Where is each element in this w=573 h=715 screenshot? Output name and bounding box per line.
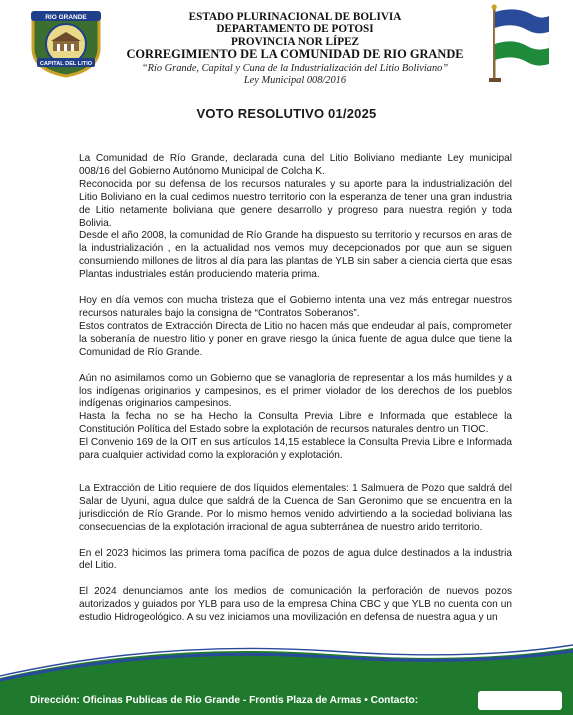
paragraph: En el 2023 hicimos las primera toma pacífica de pozos de agua dulce destinados a la industria del Litio.	[79, 547, 512, 572]
paragraph: Hoy en día vemos con mucha tristeza que el Gobierno intenta una vez más entregar nuestros recursos naturales bajo la consigna de “Contratos Soberanos”.	[79, 295, 512, 319]
paragraph: La Extracción de Litio requiere de dos líquidos elementales: 1 Salmuera de Pozo que saldrá del Salar de Uyuni, agua dulce que saldrá de la Cuenca de San Geronimo que se encuentra en la jurisdicción de Río Grande. Por lo mismo hemos venido advirtiendo a la sociedad boliviana las consecuencias de la explotación irracional de agua subterránea de nuestro arido territorio.	[79, 482, 512, 533]
document-title: VOTO RESOLUTIVO 01/2025	[196, 106, 377, 121]
department-name: DEPARTAMENTO DE POTOSI	[216, 23, 374, 36]
footer-decoration	[0, 636, 573, 696]
paragraph: Desde el año 2008, la comunidad de Río Grande ha dispuesto su territorio y recursos en aras de la industrialización , en la actualidad nos vemos muy decepcionados por que aun se siguen consumiendo millones de litros al día para las plantas de YLB sin saber a ciencia cierta que esas Plantas industriales están produciendo materia prima.	[79, 230, 512, 281]
letterhead-text	[110, 11, 480, 87]
province-name: PROVINCIA NOR LÍPEZ	[230, 35, 360, 48]
paragraph: Reconocida por su defensa de los recursos naturales y su aporte para la industrialización del Litio Boliviano en la cual cedimos nuestro territorio con la esperanza de tener una gran industria de Litio netamente boliviana que genere desarrollo y progreso para nuestra región y toda Bolivia.	[79, 178, 512, 229]
footer-bar	[0, 688, 573, 715]
seal-logo	[27, 8, 105, 78]
paragraph: Hasta la fecha no se ha Hecho la Consulta Previa Libre e Informada que establece la Constitución Política del Estado sobre la explotación de recursos naturales dentro un TIOC.	[79, 411, 512, 436]
paragraph: Estos contratos de Extracción Directa de Litio no hacen más que endeudar al país, comprometer la soberanía de nuestro litio y poner en grave riesgo la única fuente de agua dulce que tiene la Comunidad de Río Grande.	[79, 320, 512, 358]
state-name: ESTADO PLURINACIONAL DE BOLIVIA	[188, 11, 402, 23]
footer-address: Dirección: Oficinas Publicas de Rio Grande - Frontis Plaza de Armas • Contacto:	[30, 695, 419, 706]
document-body	[79, 153, 512, 625]
law-reference: Ley Municipal 008/2016	[243, 74, 347, 86]
paragraph: El Convenio 169 de la OIT en sus artículos 14,15 establece la Consulta Previa Libre e Informada para cualquier actividad como la exploración y explotación.	[79, 437, 512, 462]
paragraph: Aún no asimilamos como un Gobierno que se vanagloria de representar a los más humildes y a los indígenas originarios y campesinos, es el primer violador de los derechos de los pueblos indígenas originarios campesinos.	[79, 372, 512, 410]
paragraph: La Comunidad de Río Grande, declarada cuna del Litio Boliviano mediante Ley municipal 008/16 del Gobierno Autónomo Municipal de Colcha K.	[79, 153, 512, 177]
svg-text:CAPITAL DEL LITIO: CAPITAL DEL LITIO	[39, 61, 93, 67]
svg-text:RIO GRANDE: RIO GRANDE	[45, 14, 87, 21]
paragraph: El 2024 denunciamos ante los medios de comunicación la perforación de nuevos pozos autorizados y guiados por YLB para uso de la empresa China CBC y que YLB no cuenta con un estudio Hidrogeológico. A su vez iniciamos una movilización en defensa de nuestra agua y un	[79, 586, 512, 624]
motto: “Río Grande, Capital y Cuna de la Industrialización del Litio Boliviano”	[141, 62, 449, 74]
contact-redaction	[478, 691, 562, 710]
corregimiento-name: CORREGIMIENTO DE LA COMUNIDAD DE RIO GRANDE	[126, 47, 464, 62]
letterhead	[0, 0, 573, 100]
flag-icon	[485, 4, 551, 84]
